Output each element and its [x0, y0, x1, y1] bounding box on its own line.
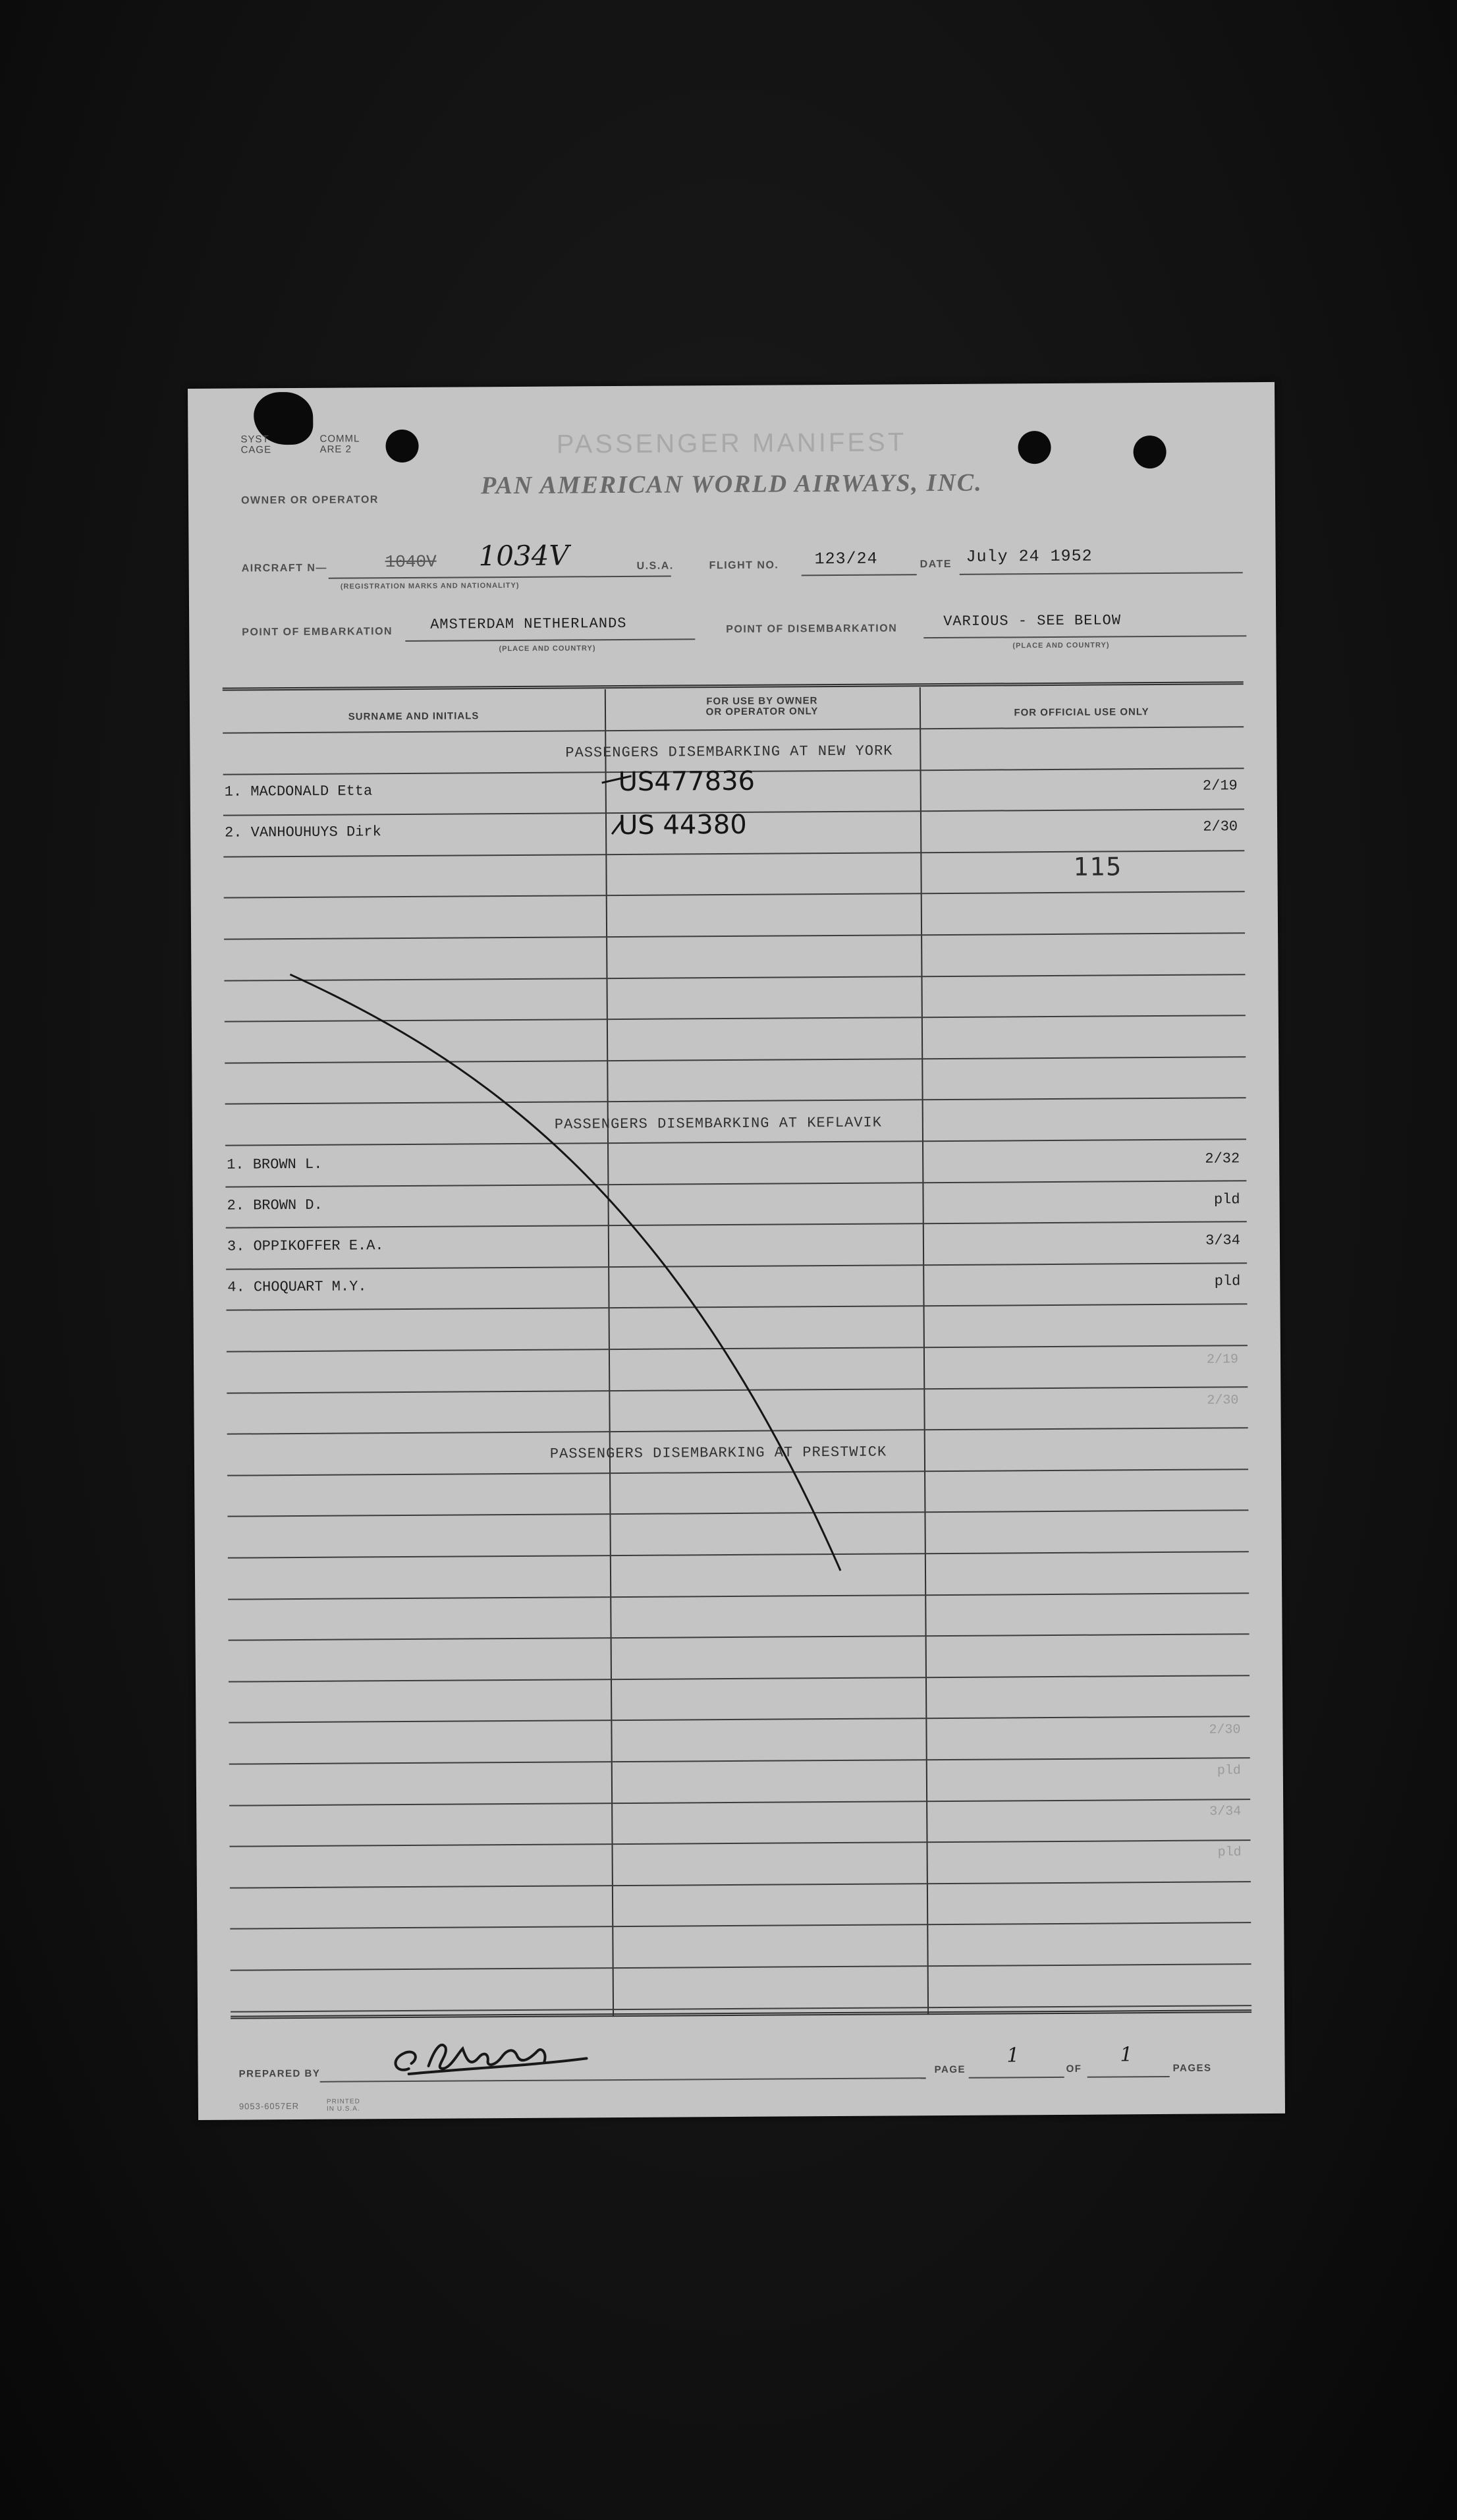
form-number: 9053-6057ER: [238, 2101, 300, 2112]
passenger-name: 3. OPPIKOFFER E.A.: [227, 1237, 384, 1255]
pencil-line: [223, 685, 1251, 2019]
disembarkation-sublabel: (PLACE AND COUNTRY): [1012, 641, 1110, 650]
date-value: July 24 1952: [966, 546, 1093, 567]
prepared-by-label: PREPARED BY: [238, 2067, 321, 2080]
page-underline: [969, 2077, 1064, 2079]
section-heading-new-york: PASSENGERS DISEMBARKING AT NEW YORK: [565, 742, 893, 762]
official-mark: 2/32: [1205, 1150, 1240, 1167]
passenger-table: [223, 685, 1251, 2019]
official-mark: 2/19: [1202, 777, 1238, 795]
passenger-name: 2. BROWN D.: [227, 1196, 323, 1214]
aircraft-label: AIRCRAFT N—: [241, 562, 327, 574]
flight-label: FLIGHT NO.: [709, 559, 779, 572]
passenger-name: 1. MACDONALD Etta: [224, 783, 373, 800]
total-pages: 1: [1120, 2043, 1133, 2067]
section-heading-prestwick: PASSENGERS DISEMBARKING AT PRESTWICK: [549, 1443, 887, 1463]
official-mark: 2/30: [1203, 818, 1238, 835]
pages-label: PAGES: [1172, 2062, 1212, 2074]
passport-number: US 44380: [618, 809, 747, 841]
bleed-mark: pld: [1217, 1845, 1242, 1861]
passenger-name: 1. BROWN L.: [227, 1156, 323, 1173]
disembarkation-label: POINT OF DISEMBARKATION: [726, 623, 898, 636]
aircraft-value: 1034V: [478, 539, 569, 573]
aircraft-struck-value: 1040V: [385, 551, 437, 573]
date-label: DATE: [920, 558, 952, 571]
section-heading-keflavik: PASSENGERS DISEMBARKING AT KEFLAVIK: [554, 1114, 882, 1133]
bleed-mark: 2/30: [1209, 1722, 1241, 1738]
passenger-name: 4. CHOQUART M.Y.: [227, 1278, 367, 1296]
printed-in: PRINTED IN U.S.A.: [326, 2098, 360, 2113]
flight-underline: [802, 574, 917, 576]
bleed-mark: 2/19: [1206, 1352, 1239, 1368]
of-underline: [1087, 2076, 1170, 2078]
embarkation-label: POINT OF EMBARKATION: [242, 626, 393, 638]
corner-code: SYST CAGE: [240, 434, 272, 456]
embarkation-underline: [405, 638, 695, 642]
embarkation-sublabel: (PLACE AND COUNTRY): [499, 644, 596, 654]
bleed-mark: pld: [1217, 1763, 1241, 1779]
official-mark: pld: [1213, 1191, 1240, 1208]
flight-value: 123/24: [814, 549, 878, 569]
page-label: PAGE: [934, 2063, 966, 2076]
aircraft-underline: [329, 576, 671, 579]
col-header-official: FOR OFFICIAL USE ONLY: [1014, 706, 1149, 719]
col-header-owner: FOR USE BY OWNER OR OPERATOR ONLY: [705, 695, 819, 718]
passenger-name: 2. VANHOUHUYS Dirk: [225, 824, 381, 841]
form-title: PASSENGER MANIFEST: [556, 428, 907, 459]
disembarkation-value: VARIOUS - SEE BELOW: [943, 612, 1122, 630]
date-underline: [960, 572, 1243, 575]
official-mark: 3/34: [1205, 1232, 1241, 1249]
bleed-mark: 3/34: [1209, 1804, 1242, 1820]
passport-number: US477836: [618, 766, 756, 798]
disembarkation-underline: [923, 635, 1246, 638]
usa-label: U.S.A.: [636, 560, 674, 572]
registration-sublabel: (REGISTRATION MARKS AND NATIONALITY): [340, 581, 520, 591]
of-label: OF: [1066, 2063, 1082, 2075]
signature: [389, 2027, 626, 2081]
corner-code-right: COMML ARE 2: [319, 433, 360, 455]
page-number: 1: [1006, 2044, 1020, 2067]
col-header-surname: SURNAME AND INITIALS: [348, 710, 480, 723]
bleed-mark: 2/30: [1207, 1393, 1239, 1409]
company-name: PAN AMERICAN WORLD AIRWAYS, INC.: [480, 468, 983, 500]
owner-label: OWNER OR OPERATOR: [240, 494, 379, 507]
embarkation-value: AMSTERDAM NETHERLANDS: [430, 615, 627, 633]
manifest-sheet: [188, 382, 1285, 2120]
stamp-number: 115: [1073, 852, 1123, 882]
official-mark: pld: [1214, 1273, 1241, 1290]
